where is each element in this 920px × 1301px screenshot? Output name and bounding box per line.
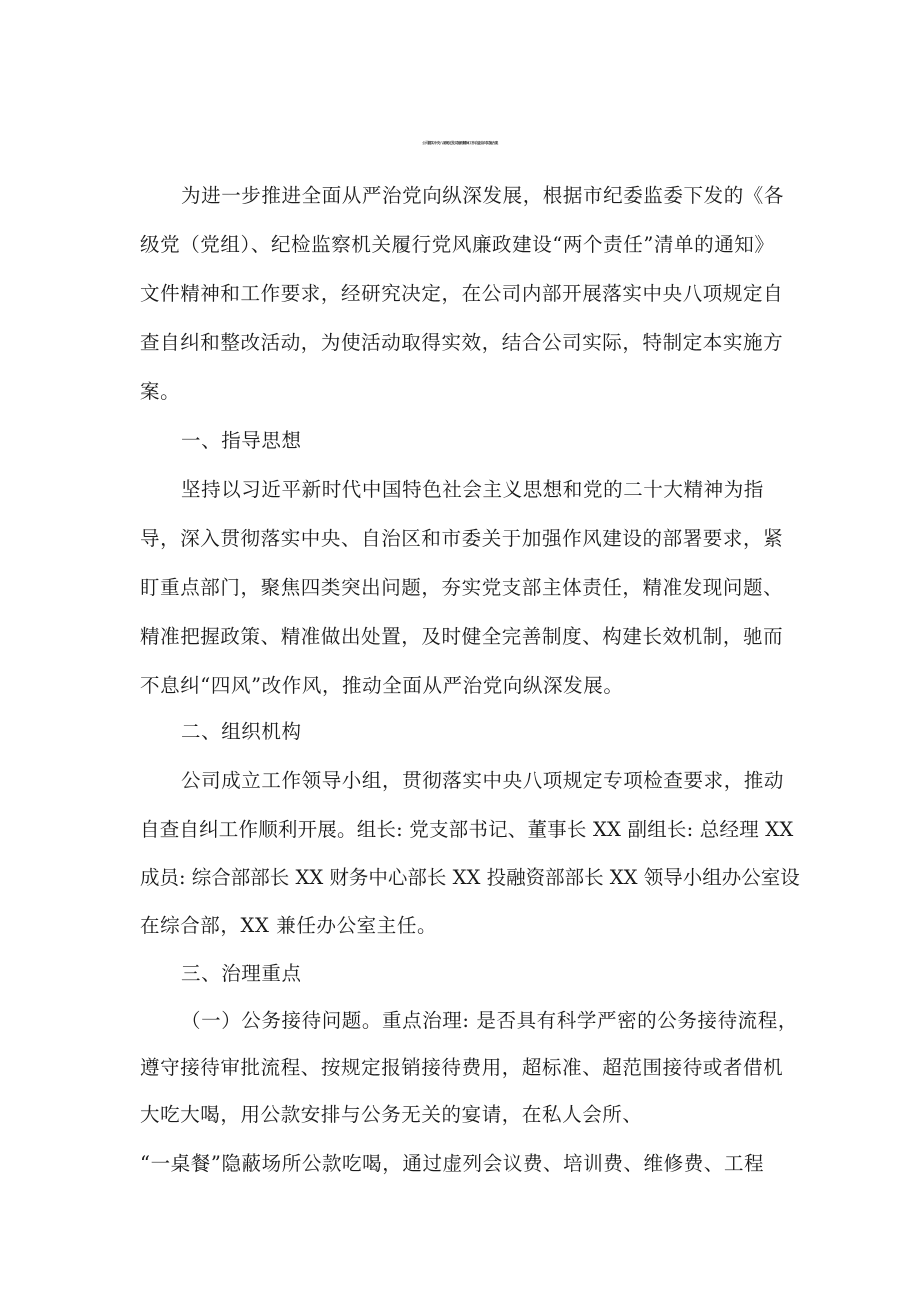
intro-line-2: 级党（党组）、纪检监察机关履行党风廉政建设“两个责任”清单的通知》 (140, 233, 775, 256)
section2-line-2: 自查自纠工作顺利开展。组长: 党支部书记、董事长 XX 副组长: 总经理 XX (140, 818, 794, 841)
section2-line-4: 在综合部，XX 兼任办公室主任。 (140, 914, 438, 937)
section1-line-1: 坚持以习近平新时代中国特色社会主义思想和党的二十大精神为指 (181, 478, 764, 501)
section-heading-guiding-ideology: 一、指导思想 (181, 429, 302, 452)
section3-line-2: 遵守接待审批流程、按规定报销接待费用，超标准、超范围接待或者借机 (140, 1056, 784, 1079)
section2-line-3: 成员: 综合部部长 XX 财务中心部长 XX 投融资部部长 XX 领导小组办公室设 (140, 866, 800, 889)
section1-line-4: 精准把握政策、精准做出处置，及时健全完善制度、构建长效机制，驰而 (140, 625, 784, 648)
section3-line-3: 大吃大喝，用公款安排与公务无关的宴请，在私人会所、 (140, 1103, 643, 1126)
section1-line-2: 导，深入贯彻落实中央、自治区和市委关于加强作风建设的部署要求，紧 (140, 527, 784, 550)
intro-line-4: 查自纠和整改活动，为使活动取得实效，结合公司实际，特制定本实施方 (140, 331, 784, 354)
intro-line-5: 案。 (140, 380, 181, 403)
section1-line-3: 盯重点部门，聚焦四类突出问题，夯实党支部主体责任，精准发现问题、 (140, 576, 784, 599)
intro-line-3: 文件精神和工作要求，经研究决定，在公司内部开展落实中央八项规定自 (140, 282, 784, 305)
section3-line-4: “一桌餐”隐蔽场所公款吃喝，通过虚列会议费、培训费、维修费、工程 (140, 1152, 765, 1175)
section3-line-1: （一）公务接待问题。重点治理: 是否具有科学严密的公务接待流程， (181, 1009, 798, 1032)
section-heading-organization: 二、组织机构 (181, 720, 302, 743)
section1-line-5: 不息纠“四风”改作风，推动全面从严治党向纵深发展。 (140, 674, 624, 697)
intro-line-1: 为进一步推进全面从严治党向纵深发展，根据市纪委监委下发的《各 (181, 184, 785, 207)
document-title: 公司落实中央八项规定及实施则精神工作自查自纠实施方案 (422, 141, 498, 145)
section2-line-1: 公司成立工作领导小组，贯彻落实中央八项规定专项检查要求，推动 (181, 769, 785, 792)
section-heading-governance-focus: 三、治理重点 (181, 962, 302, 985)
